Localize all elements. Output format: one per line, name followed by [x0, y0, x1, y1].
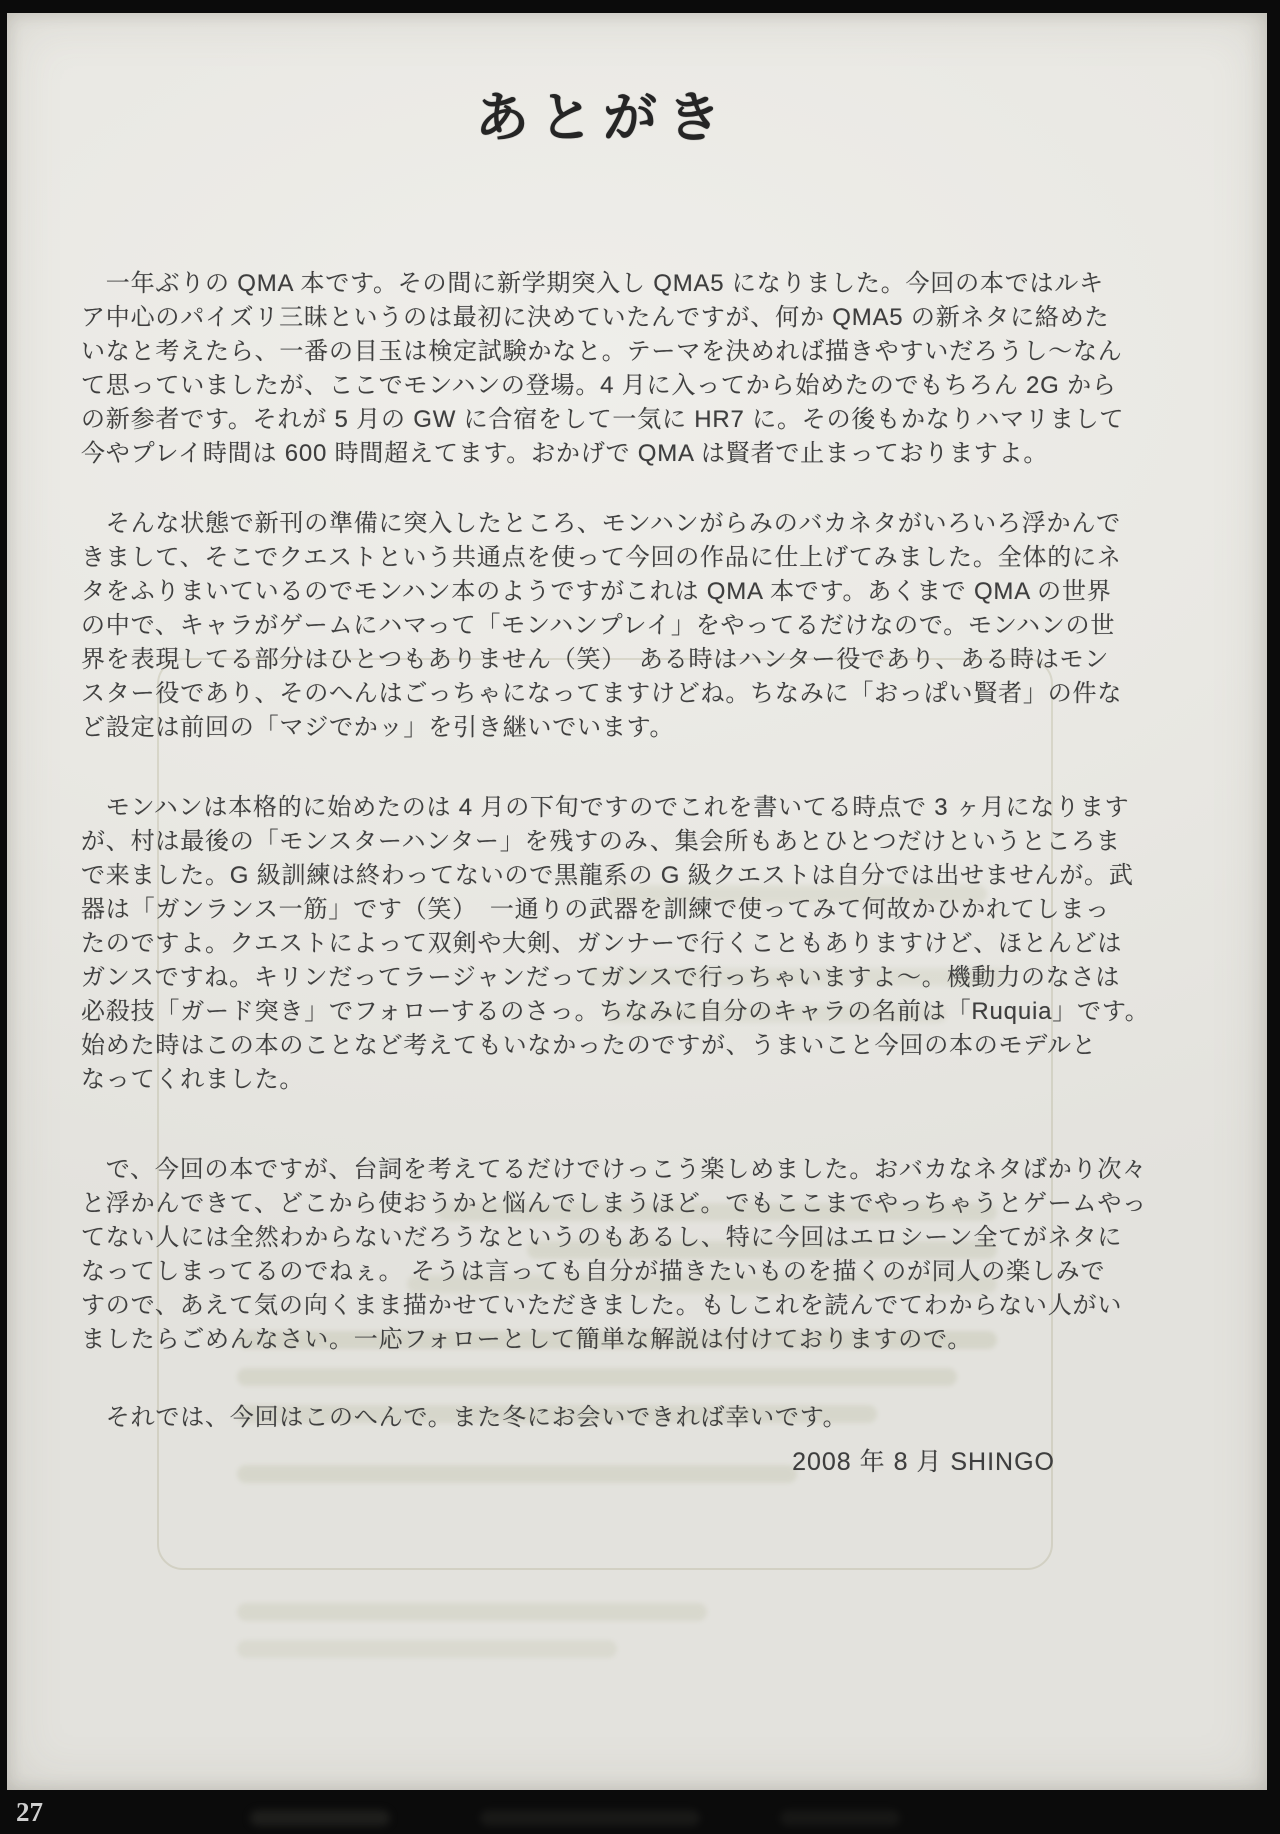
scanned-page — [7, 13, 1267, 1790]
text-line: すので、あえて気の向くまま描かせていただきました。もしこれを読んでてわからない人がい — [81, 1292, 1123, 1319]
signature: 2008 年 8 月 SHINGO — [792, 1448, 1055, 1476]
bleed-through-line — [237, 1603, 707, 1621]
text-line: の新参者です。それが 5 月の GW に合宿をして一気に HR7 に。その後もかなりハマリまして — [81, 406, 1125, 433]
text-line: ガンスですね。キリンだってラージャンだってガンスで行っちゃいますよ〜。機動力のなさは — [81, 964, 1121, 991]
text-line: 界を表現してる部分はひとつもありません（笑） ある時はハンター役であり、ある時はモン — [81, 646, 1110, 673]
bleed-through-line — [237, 1640, 617, 1658]
text-line: で来ました。G 級訓練は終わってないので黒龍系の G 級クエストは自分では出せませんが。武 — [81, 862, 1134, 889]
text-line: ア中心のパイズリ三昧というのは最初に決めていたんですが、何か QMA5 の新ネタに絡めた — [81, 304, 1110, 331]
afterword-paragraph-4 — [81, 1153, 1155, 1357]
text-line: なってくれました。 — [81, 1066, 305, 1093]
text-line: 一年ぶりの QMA 本です。その間に新学期突入し QMA5 になりました。今回の本ではルキ — [81, 270, 1104, 297]
page-title: あとがき — [475, 88, 731, 148]
closing-paragraph — [81, 1401, 1155, 1435]
scan-smudge — [780, 1810, 900, 1826]
afterword-paragraph-3 — [81, 791, 1155, 1097]
text-line: 必殺技「ガード突き」でフォローするのさっ。ちなみに自分のキャラの名前は「Ruquia」です。 — [81, 998, 1150, 1025]
text-line: そんな状態で新刊の準備に突入したところ、モンハンがらみのバカネタがいろいろ浮かんで — [81, 510, 1121, 537]
text-line: モンハンは本格的に始めたのは 4 月の下旬ですのでこれを書いてる時点で 3 ヶ月になります — [81, 794, 1130, 821]
text-line: 器は「ガンランス一筋」です（笑） 一通りの武器を訓練で使ってみて何故かひかれてしまっ — [81, 896, 1110, 923]
text-line: きまして、そこでクエストという共通点を使って今回の作品に仕上げてみました。全体的にネ — [81, 544, 1122, 571]
text-line: て思っていましたが、ここでモンハンの登場。4 月に入ってから始めたのでもちろん 2G から — [81, 372, 1117, 399]
afterword-paragraph-1 — [81, 267, 1155, 471]
text-line: てない人には全然わからないだろうなというのもあるし、特に今回はエロシーン全てがネタに — [81, 1224, 1123, 1251]
text-line: タをふりまいているのでモンハン本のようですがこれは QMA 本です。あくまで QMA の世界 — [81, 578, 1112, 605]
text-line: 始めた時はこの本のことなど考えてもいなかったのですが、うまいこと今回の本のモデルと — [81, 1032, 1097, 1059]
text-line: ど設定は前回の「マジでかッ」を引き継いでいます。 — [81, 714, 675, 741]
text-line: と浮かんできて、どこから使おうかと悩んでしまうほど。でもここまでやっちゃうとゲームやっ — [81, 1190, 1147, 1217]
text-line: が、村は最後の「モンスターハンター」を残すのみ、集会所もあとひとつだけというところま — [81, 828, 1121, 855]
closing-line: それでは、今回はこのへんで。また冬にお会いできれば幸いです。 — [81, 1404, 848, 1431]
scan-smudge — [250, 1810, 390, 1826]
afterword-content — [7, 13, 1267, 1479]
text-line: の中で、キャラがゲームにハマって「モンハンプレイ」をやってるだけなので。モンハンの世 — [81, 612, 1116, 639]
text-line: たのですよ。クエストによって双剣や大剣、ガンナーで行くこともありますけど、ほとんどは — [81, 930, 1123, 957]
text-line: で、今回の本ですが、台詞を考えてるだけでけっこう楽しめました。おバカなネタばかり次々 — [81, 1156, 1147, 1183]
text-line: 今やプレイ時間は 600 時間超えてます。おかげで QMA は賢者で止まっておりますよ。 — [81, 440, 1049, 467]
page-number: 27 — [16, 1797, 43, 1827]
scan-smudge — [480, 1810, 700, 1826]
text-line: スター役であり、そのへんはごっちゃになってますけどね。ちなみに「おっぱい賢者」の件な — [81, 680, 1123, 707]
afterword-paragraph-2 — [81, 507, 1155, 745]
text-line: ましたらごめんなさい。一応フォローとして簡単な解説は付けておりますので。 — [81, 1326, 973, 1353]
text-line: いなと考えたら、一番の目玉は検定試験かなと。テーマを決めれば描きやすいだろうし〜なん — [81, 338, 1123, 365]
text-line: なってしまってるのでねぇ。 そうは言っても自分が描きたいものを描くのが同人の楽しみで — [81, 1258, 1106, 1285]
